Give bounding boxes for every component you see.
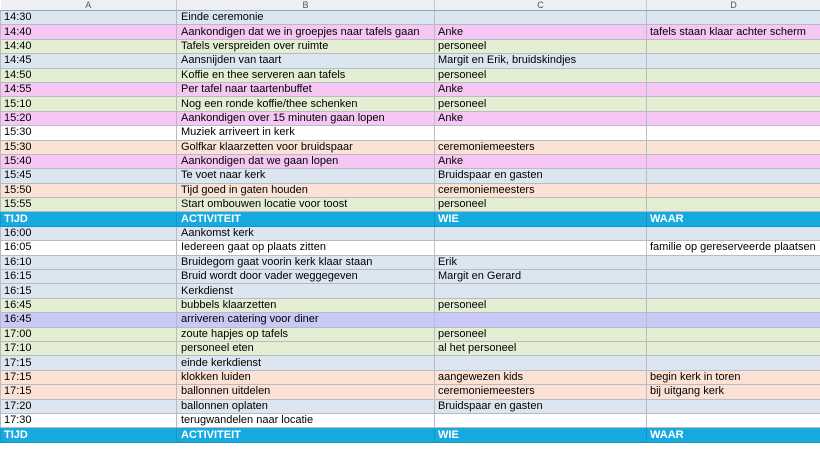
cell-who[interactable] <box>435 126 647 140</box>
table-row <box>1 97 820 111</box>
cell-who[interactable]: personeel <box>435 327 647 341</box>
table-row <box>1 39 820 53</box>
table-row <box>1 169 820 183</box>
cell-where[interactable] <box>647 356 820 370</box>
cell-time[interactable]: 15:40 <box>1 154 177 168</box>
cell-where[interactable] <box>647 154 820 168</box>
table-row <box>1 154 820 168</box>
cell-activity[interactable]: ballonnen oplaten <box>177 399 435 413</box>
table-row <box>1 327 820 341</box>
header-cell-who[interactable]: WIE <box>435 428 647 442</box>
cell-where[interactable] <box>647 255 820 269</box>
cell-activity[interactable]: ballonnen uitdelen <box>177 385 435 399</box>
column-header-a[interactable]: A <box>1 0 177 11</box>
table-row <box>1 54 820 68</box>
cell-who[interactable]: ceremoniemeesters <box>435 183 647 197</box>
header-cell-time[interactable]: TIJD <box>1 428 177 442</box>
cell-where[interactable] <box>647 169 820 183</box>
cell-where[interactable] <box>647 82 820 96</box>
cell-time[interactable]: 16:00 <box>1 226 177 240</box>
table-row <box>1 370 820 384</box>
cell-time[interactable]: 16:15 <box>1 270 177 284</box>
cell-where[interactable] <box>647 39 820 53</box>
cell-where[interactable] <box>647 313 820 327</box>
cell-where[interactable] <box>647 11 820 25</box>
cell-time[interactable]: 14:40 <box>1 25 177 39</box>
table-row <box>1 25 820 39</box>
cell-activity[interactable]: zoute hapjes op tafels <box>177 327 435 341</box>
cell-activity[interactable]: Golfkar klaarzetten voor bruidspaar <box>177 140 435 154</box>
header-cell-where[interactable]: WAAR <box>647 212 820 226</box>
cell-activity[interactable]: Tijd goed in gaten houden <box>177 183 435 197</box>
table-row <box>1 82 820 96</box>
cell-where[interactable] <box>647 327 820 341</box>
cell-where[interactable] <box>647 183 820 197</box>
cell-where[interactable] <box>647 54 820 68</box>
table-row <box>1 111 820 125</box>
cell-who[interactable]: personeel <box>435 97 647 111</box>
cell-time[interactable]: 14:40 <box>1 39 177 53</box>
table-row <box>1 270 820 284</box>
table-row <box>1 68 820 82</box>
cell-where[interactable]: tafels staan klaar achter scherm <box>647 25 820 39</box>
cell-where[interactable] <box>647 111 820 125</box>
cell-where[interactable] <box>647 341 820 355</box>
cell-where[interactable] <box>647 97 820 111</box>
cell-time[interactable]: 15:30 <box>1 126 177 140</box>
cell-who[interactable]: ceremoniemeesters <box>435 385 647 399</box>
cell-who[interactable] <box>435 413 647 427</box>
table-row <box>1 284 820 298</box>
table-row <box>1 255 820 269</box>
cell-who[interactable]: aangewezen kids <box>435 370 647 384</box>
header-cell-activity[interactable]: ACTIVITEIT <box>177 212 435 226</box>
cell-activity[interactable]: klokken luiden <box>177 370 435 384</box>
header-cell-who[interactable]: WIE <box>435 212 647 226</box>
cell-activity[interactable]: Koffie en thee serveren aan tafels <box>177 68 435 82</box>
cell-who[interactable]: personeel <box>435 298 647 312</box>
cell-who[interactable]: Anke <box>435 154 647 168</box>
cell-activity[interactable]: Nog een ronde koffie/thee schenken <box>177 97 435 111</box>
table-row <box>1 126 820 140</box>
cell-time[interactable]: 15:20 <box>1 111 177 125</box>
cell-who[interactable]: personeel <box>435 198 647 212</box>
cell-activity[interactable]: personeel eten <box>177 341 435 355</box>
table-row <box>1 399 820 413</box>
cell-where[interactable]: begin kerk in toren <box>647 370 820 384</box>
cell-time[interactable]: 15:10 <box>1 97 177 111</box>
cell-activity[interactable]: Aankondigen dat we gaan lopen <box>177 154 435 168</box>
cell-time[interactable]: 16:45 <box>1 313 177 327</box>
cell-time[interactable]: 16:15 <box>1 284 177 298</box>
cell-time[interactable]: 15:45 <box>1 169 177 183</box>
cell-time[interactable]: 15:55 <box>1 198 177 212</box>
table-row <box>1 226 820 240</box>
cell-activity[interactable]: einde kerkdienst <box>177 356 435 370</box>
table-header-row <box>1 212 820 226</box>
header-cell-time[interactable]: TIJD <box>1 212 177 226</box>
cell-who[interactable]: ceremoniemeesters <box>435 140 647 154</box>
cell-who[interactable] <box>435 284 647 298</box>
cell-activity[interactable]: bubbels klaarzetten <box>177 298 435 312</box>
cell-activity[interactable]: Einde ceremonie <box>177 11 435 25</box>
cell-who[interactable] <box>435 313 647 327</box>
table-row <box>1 413 820 427</box>
cell-activity[interactable]: Aansnijden van taart <box>177 54 435 68</box>
cell-where[interactable] <box>647 284 820 298</box>
table-row <box>1 385 820 399</box>
cell-time[interactable]: 14:30 <box>1 11 177 25</box>
cell-where[interactable] <box>647 298 820 312</box>
cell-activity[interactable]: Te voet naar kerk <box>177 169 435 183</box>
cell-time[interactable]: 14:55 <box>1 82 177 96</box>
table-row <box>1 341 820 355</box>
cell-time[interactable]: 17:15 <box>1 370 177 384</box>
cell-where[interactable] <box>647 226 820 240</box>
cell-time[interactable]: 16:05 <box>1 241 177 255</box>
table-row <box>1 11 820 25</box>
column-header-c[interactable]: C <box>435 0 647 11</box>
table-row <box>1 313 820 327</box>
table-row <box>1 183 820 197</box>
cell-time[interactable]: 17:00 <box>1 327 177 341</box>
cell-time[interactable]: 17:20 <box>1 399 177 413</box>
cell-activity[interactable]: Aankondigen dat we in groepjes naar tafels gaan <box>177 25 435 39</box>
table-row <box>1 140 820 154</box>
header-cell-where[interactable]: WAAR <box>647 428 820 442</box>
cell-time[interactable]: 14:45 <box>1 54 177 68</box>
cell-activity[interactable]: Bruidegom gaat voorin kerk klaar staan <box>177 255 435 269</box>
cell-where[interactable] <box>647 413 820 427</box>
cell-who[interactable] <box>435 241 647 255</box>
cell-time[interactable]: 16:45 <box>1 298 177 312</box>
cell-who[interactable]: Bruidspaar en gasten <box>435 399 647 413</box>
table-header-row <box>1 428 820 442</box>
table-row <box>1 241 820 255</box>
cell-time[interactable]: 17:10 <box>1 341 177 355</box>
table-row <box>1 198 820 212</box>
cell-where[interactable] <box>647 68 820 82</box>
cell-who[interactable]: Anke <box>435 25 647 39</box>
cell-time[interactable]: 17:15 <box>1 385 177 399</box>
cell-who[interactable] <box>435 11 647 25</box>
cell-activity[interactable]: Iedereen gaat op plaats zitten <box>177 241 435 255</box>
cell-activity[interactable]: terugwandelen naar locatie <box>177 413 435 427</box>
cell-activity[interactable]: Bruid wordt door vader weggegeven <box>177 270 435 284</box>
table-row <box>1 356 820 370</box>
cell-where[interactable] <box>647 140 820 154</box>
cell-activity[interactable]: Per tafel naar taartenbuffet <box>177 82 435 96</box>
cell-time[interactable]: 14:50 <box>1 68 177 82</box>
column-header-row <box>1 0 820 11</box>
cell-where[interactable] <box>647 126 820 140</box>
cell-who[interactable]: personeel <box>435 39 647 53</box>
cell-activity[interactable]: Tafels verspreiden over ruimte <box>177 39 435 53</box>
cell-time[interactable]: 17:15 <box>1 356 177 370</box>
cell-who[interactable]: Margit en Erik, bruidskindjes <box>435 54 647 68</box>
cell-where[interactable] <box>647 270 820 284</box>
cell-who[interactable]: Anke <box>435 82 647 96</box>
cell-where[interactable]: bij uitgang kerk <box>647 385 820 399</box>
cell-who[interactable]: Anke <box>435 111 647 125</box>
column-header-b[interactable]: B <box>177 0 435 11</box>
cell-activity[interactable]: Aankomst kerk <box>177 226 435 240</box>
cell-where[interactable] <box>647 198 820 212</box>
cell-who[interactable]: personeel <box>435 68 647 82</box>
cell-who[interactable] <box>435 226 647 240</box>
cell-time[interactable]: 16:10 <box>1 255 177 269</box>
cell-activity[interactable]: arriveren catering voor diner <box>177 313 435 327</box>
cell-activity[interactable]: Start ombouwen locatie voor toost <box>177 198 435 212</box>
cell-who[interactable]: Margit en Gerard <box>435 270 647 284</box>
cell-who[interactable]: Bruidspaar en gasten <box>435 169 647 183</box>
grid-body <box>1 11 820 443</box>
cell-time[interactable]: 15:50 <box>1 183 177 197</box>
cell-activity[interactable]: Kerkdienst <box>177 284 435 298</box>
cell-time[interactable]: 15:30 <box>1 140 177 154</box>
cell-who[interactable] <box>435 356 647 370</box>
column-header-d[interactable]: D <box>647 0 820 11</box>
cell-activity[interactable]: Aankondigen over 15 minuten gaan lopen <box>177 111 435 125</box>
table-row <box>1 298 820 312</box>
cell-where[interactable] <box>647 399 820 413</box>
cell-time[interactable]: 17:30 <box>1 413 177 427</box>
header-cell-activity[interactable]: ACTIVITEIT <box>177 428 435 442</box>
cell-activity[interactable]: Muziek arriveert in kerk <box>177 126 435 140</box>
cell-who[interactable]: al het personeel <box>435 341 647 355</box>
cell-who[interactable]: Erik <box>435 255 647 269</box>
cell-where[interactable]: familie op gereserveerde plaatsen <box>647 241 820 255</box>
